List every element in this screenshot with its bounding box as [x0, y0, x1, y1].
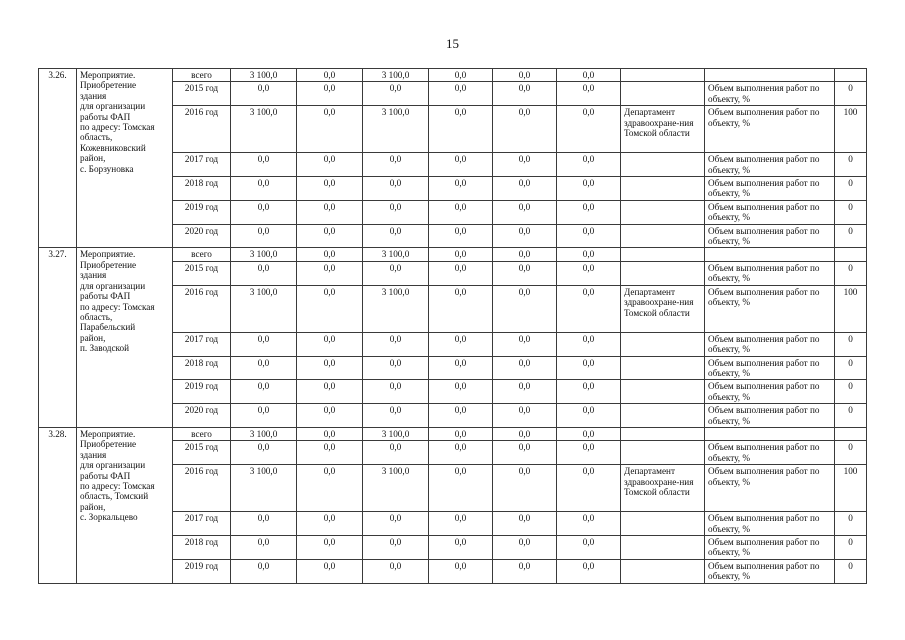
- period-cell: всего: [173, 427, 231, 440]
- amount-cell: 0,0: [429, 69, 493, 82]
- amount-cell: 0,0: [493, 248, 557, 261]
- amount-cell: 3 100,0: [363, 248, 429, 261]
- amount-cell: 0,0: [297, 224, 363, 248]
- indicator-value-cell: 0: [835, 356, 867, 380]
- amount-cell: 0,0: [297, 535, 363, 559]
- page-number: 15: [446, 36, 459, 51]
- responsible-cell: [621, 153, 705, 177]
- indicator-cell: Объем выполнения работ по объекту, %: [705, 404, 835, 428]
- item-name-line: Приобретение: [80, 439, 137, 450]
- item-name-line: область, Томский: [80, 491, 149, 502]
- amount-cell: 0,0: [231, 535, 297, 559]
- indicator-value-cell: [835, 427, 867, 440]
- amount-cell: 0,0: [557, 82, 621, 106]
- indicator-cell: Объем выполнения работ по объекту, %: [705, 332, 835, 356]
- indicator-value-cell: 100: [835, 465, 867, 512]
- amount-cell: 0,0: [363, 177, 429, 201]
- indicator-cell: Объем выполнения работ по объекту, %: [705, 512, 835, 536]
- responsible-cell: [621, 248, 705, 261]
- amount-cell: 0,0: [297, 82, 363, 106]
- indicator-value-cell: 0: [835, 441, 867, 465]
- amount-cell: 0,0: [231, 332, 297, 356]
- indicator-cell: Объем выполнения работ по объекту, %: [705, 441, 835, 465]
- amount-cell: 0,0: [493, 332, 557, 356]
- responsible-cell: [621, 69, 705, 82]
- amount-cell: 0,0: [429, 380, 493, 404]
- indicator-value-cell: 0: [835, 261, 867, 285]
- period-cell: 2015 год: [173, 441, 231, 465]
- item-number: 3.26.: [39, 69, 77, 248]
- indicator-cell: Объем выполнения работ по объекту, %: [705, 200, 835, 224]
- indicator-value-cell: 0: [835, 512, 867, 536]
- indicator-value-cell: 0: [835, 200, 867, 224]
- amount-cell: 3 100,0: [231, 465, 297, 512]
- amount-cell: 0,0: [231, 356, 297, 380]
- table-body: [39, 69, 867, 584]
- amount-cell: 0,0: [231, 441, 297, 465]
- period-cell: 2017 год: [173, 153, 231, 177]
- amount-cell: 0,0: [297, 512, 363, 536]
- indicator-value-cell: 0: [835, 224, 867, 248]
- amount-cell: 0,0: [363, 559, 429, 583]
- amount-cell: 3 100,0: [231, 285, 297, 332]
- amount-cell: 0,0: [557, 535, 621, 559]
- item-name-line: с. Борзуновка: [80, 163, 134, 174]
- amount-cell: 3 100,0: [231, 69, 297, 82]
- amount-cell: 0,0: [557, 380, 621, 404]
- indicator-cell: Объем выполнения работ по объекту, %: [705, 82, 835, 106]
- amount-cell: 0,0: [493, 224, 557, 248]
- responsible-cell: [621, 559, 705, 583]
- amount-cell: 0,0: [557, 248, 621, 261]
- amount-cell: 0,0: [429, 404, 493, 428]
- amount-cell: 0,0: [557, 200, 621, 224]
- amount-cell: 0,0: [297, 404, 363, 428]
- period-cell: 2018 год: [173, 535, 231, 559]
- amount-cell: 0,0: [363, 441, 429, 465]
- item-name-line: область,: [80, 132, 113, 143]
- amount-cell: 0,0: [429, 441, 493, 465]
- amount-cell: 0,0: [297, 332, 363, 356]
- amount-cell: 0,0: [557, 224, 621, 248]
- amount-cell: 0,0: [297, 69, 363, 82]
- amount-cell: 0,0: [493, 535, 557, 559]
- amount-cell: 0,0: [429, 106, 493, 153]
- responsible-cell: [621, 261, 705, 285]
- responsible-cell: [621, 427, 705, 440]
- indicator-cell: [705, 248, 835, 261]
- amount-cell: 0,0: [493, 153, 557, 177]
- amount-cell: 0,0: [493, 82, 557, 106]
- amount-cell: 0,0: [297, 441, 363, 465]
- amount-cell: 0,0: [231, 177, 297, 201]
- amount-cell: 0,0: [429, 559, 493, 583]
- period-cell: 2018 год: [173, 177, 231, 201]
- item-name-line: район,: [80, 153, 106, 164]
- item-name-line: по адресу: Томская: [80, 480, 155, 491]
- responsible-cell: [621, 535, 705, 559]
- responsible-cell: [621, 200, 705, 224]
- responsible-cell: Департамент здравоохране-ния Томской области: [621, 465, 705, 512]
- responsible-cell: [621, 404, 705, 428]
- indicator-cell: Объем выполнения работ по объекту, %: [705, 261, 835, 285]
- item-name-line: для организации: [80, 280, 146, 291]
- period-cell: 2016 год: [173, 285, 231, 332]
- indicator-cell: Объем выполнения работ по объекту, %: [705, 177, 835, 201]
- amount-cell: 0,0: [429, 224, 493, 248]
- amount-cell: 0,0: [363, 356, 429, 380]
- item-name-line: здания: [80, 90, 107, 101]
- item-name-line: по адресу: Томская: [80, 301, 155, 312]
- item-name-line: район,: [80, 332, 106, 343]
- item-name-line: Мероприятие.: [80, 249, 136, 260]
- amount-cell: 0,0: [493, 285, 557, 332]
- amount-cell: 0,0: [493, 200, 557, 224]
- amount-cell: 3 100,0: [363, 427, 429, 440]
- table-row: [39, 69, 867, 82]
- responsible-cell: [621, 380, 705, 404]
- indicator-cell: Объем выполнения работ по объекту, %: [705, 106, 835, 153]
- indicator-value-cell: [835, 69, 867, 82]
- amount-cell: 3 100,0: [231, 427, 297, 440]
- item-name: [77, 248, 173, 427]
- amount-cell: 0,0: [429, 200, 493, 224]
- amount-cell: 0,0: [493, 404, 557, 428]
- program-activities-table: [38, 68, 867, 584]
- amount-cell: 0,0: [429, 177, 493, 201]
- amount-cell: 0,0: [297, 427, 363, 440]
- amount-cell: 0,0: [493, 380, 557, 404]
- period-cell: 2019 год: [173, 559, 231, 583]
- item-name-line: здания: [80, 270, 107, 281]
- responsible-cell: [621, 177, 705, 201]
- amount-cell: 0,0: [493, 261, 557, 285]
- amount-cell: 0,0: [429, 261, 493, 285]
- item-name-line: для организации: [80, 460, 146, 471]
- period-cell: 2017 год: [173, 512, 231, 536]
- responsible-cell: [621, 332, 705, 356]
- indicator-value-cell: 0: [835, 380, 867, 404]
- amount-cell: 0,0: [231, 153, 297, 177]
- amount-cell: 0,0: [557, 512, 621, 536]
- indicator-value-cell: 100: [835, 106, 867, 153]
- item-name-line: работы ФАП: [80, 291, 131, 302]
- responsible-cell: Департамент здравоохране-ния Томской области: [621, 106, 705, 153]
- item-name-line: Парабельский: [80, 322, 136, 333]
- amount-cell: 0,0: [429, 153, 493, 177]
- amount-cell: 0,0: [557, 427, 621, 440]
- amount-cell: 3 100,0: [231, 106, 297, 153]
- amount-cell: 3 100,0: [363, 285, 429, 332]
- period-cell: 2016 год: [173, 106, 231, 153]
- period-cell: 2020 год: [173, 404, 231, 428]
- item-number: 3.27.: [39, 248, 77, 427]
- amount-cell: 0,0: [231, 512, 297, 536]
- amount-cell: 0,0: [297, 380, 363, 404]
- responsible-cell: Департамент здравоохране-ния Томской области: [621, 285, 705, 332]
- responsible-cell: [621, 356, 705, 380]
- amount-cell: 0,0: [363, 332, 429, 356]
- indicator-value-cell: 0: [835, 332, 867, 356]
- indicator-value-cell: 0: [835, 153, 867, 177]
- amount-cell: 0,0: [231, 261, 297, 285]
- amount-cell: 0,0: [429, 465, 493, 512]
- amount-cell: 0,0: [493, 441, 557, 465]
- responsible-cell: [621, 512, 705, 536]
- item-name-line: для организации: [80, 101, 146, 112]
- amount-cell: 0,0: [363, 261, 429, 285]
- indicator-cell: [705, 69, 835, 82]
- amount-cell: 0,0: [297, 177, 363, 201]
- indicator-value-cell: 100: [835, 285, 867, 332]
- indicator-cell: Объем выполнения работ по объекту, %: [705, 153, 835, 177]
- amount-cell: 0,0: [557, 465, 621, 512]
- item-name-line: здания: [80, 449, 107, 460]
- amount-cell: 0,0: [297, 261, 363, 285]
- item-name-line: район,: [80, 501, 106, 512]
- amount-cell: 0,0: [429, 427, 493, 440]
- item-name-line: с. Зоркальцево: [80, 512, 138, 523]
- amount-cell: 0,0: [493, 356, 557, 380]
- amount-cell: 0,0: [363, 82, 429, 106]
- period-cell: 2015 год: [173, 261, 231, 285]
- amount-cell: 0,0: [557, 332, 621, 356]
- indicator-value-cell: 0: [835, 559, 867, 583]
- indicator-value-cell: 0: [835, 82, 867, 106]
- amount-cell: 0,0: [557, 69, 621, 82]
- responsible-cell: [621, 224, 705, 248]
- amount-cell: 0,0: [297, 106, 363, 153]
- item-name-line: Приобретение: [80, 259, 137, 270]
- amount-cell: 0,0: [297, 200, 363, 224]
- amount-cell: 0,0: [363, 404, 429, 428]
- amount-cell: 0,0: [363, 512, 429, 536]
- period-cell: 2018 год: [173, 356, 231, 380]
- item-name-line: область,: [80, 311, 113, 322]
- amount-cell: 0,0: [297, 559, 363, 583]
- amount-cell: 0,0: [493, 69, 557, 82]
- period-cell: 2020 год: [173, 224, 231, 248]
- amount-cell: 0,0: [363, 535, 429, 559]
- indicator-value-cell: 0: [835, 177, 867, 201]
- item-name-line: Мероприятие.: [80, 428, 136, 439]
- amount-cell: 0,0: [363, 200, 429, 224]
- indicator-cell: Объем выполнения работ по объекту, %: [705, 559, 835, 583]
- amount-cell: 3 100,0: [363, 106, 429, 153]
- amount-cell: 0,0: [363, 153, 429, 177]
- period-cell: 2019 год: [173, 200, 231, 224]
- amount-cell: 3 100,0: [363, 465, 429, 512]
- amount-cell: 0,0: [557, 177, 621, 201]
- indicator-cell: Объем выполнения работ по объекту, %: [705, 285, 835, 332]
- amount-cell: 0,0: [429, 82, 493, 106]
- amount-cell: 0,0: [429, 356, 493, 380]
- amount-cell: 0,0: [429, 535, 493, 559]
- amount-cell: 0,0: [297, 356, 363, 380]
- indicator-cell: Объем выполнения работ по объекту, %: [705, 535, 835, 559]
- period-cell: 2017 год: [173, 332, 231, 356]
- amount-cell: 0,0: [557, 356, 621, 380]
- amount-cell: 0,0: [429, 512, 493, 536]
- amount-cell: 0,0: [493, 512, 557, 536]
- period-cell: 2019 год: [173, 380, 231, 404]
- indicator-cell: Объем выполнения работ по объекту, %: [705, 356, 835, 380]
- item-name-line: Мероприятие.: [80, 70, 136, 80]
- item-name-line: по адресу: Томская: [80, 122, 155, 133]
- indicator-cell: Объем выполнения работ по объекту, %: [705, 465, 835, 512]
- indicator-value-cell: 0: [835, 404, 867, 428]
- amount-cell: 0,0: [493, 106, 557, 153]
- indicator-cell: [705, 427, 835, 440]
- item-name-line: работы ФАП: [80, 470, 131, 481]
- responsible-cell: [621, 441, 705, 465]
- amount-cell: 0,0: [557, 559, 621, 583]
- item-number: 3.28.: [39, 427, 77, 583]
- amount-cell: 0,0: [557, 261, 621, 285]
- table-row: [39, 248, 867, 261]
- amount-cell: 0,0: [231, 404, 297, 428]
- amount-cell: 0,0: [297, 285, 363, 332]
- amount-cell: 0,0: [557, 441, 621, 465]
- amount-cell: 0,0: [297, 465, 363, 512]
- indicator-cell: Объем выполнения работ по объекту, %: [705, 380, 835, 404]
- amount-cell: 0,0: [297, 153, 363, 177]
- amount-cell: 0,0: [231, 82, 297, 106]
- amount-cell: 0,0: [493, 559, 557, 583]
- period-cell: всего: [173, 69, 231, 82]
- amount-cell: 0,0: [493, 427, 557, 440]
- indicator-cell: Объем выполнения работ по объекту, %: [705, 224, 835, 248]
- amount-cell: 0,0: [557, 153, 621, 177]
- item-name-line: Кожевниковский: [80, 142, 146, 153]
- amount-cell: 0,0: [557, 285, 621, 332]
- item-name-line: п. Заводской: [80, 343, 130, 354]
- item-name: [77, 427, 173, 583]
- indicator-value-cell: 0: [835, 535, 867, 559]
- amount-cell: 0,0: [557, 404, 621, 428]
- item-name: [77, 69, 173, 248]
- table-row: [39, 427, 867, 440]
- period-cell: всего: [173, 248, 231, 261]
- amount-cell: 0,0: [231, 224, 297, 248]
- period-cell: 2015 год: [173, 82, 231, 106]
- period-cell: 2016 год: [173, 465, 231, 512]
- amount-cell: 0,0: [429, 332, 493, 356]
- amount-cell: 0,0: [231, 559, 297, 583]
- amount-cell: 0,0: [231, 200, 297, 224]
- amount-cell: 0,0: [297, 248, 363, 261]
- amount-cell: 0,0: [363, 380, 429, 404]
- amount-cell: 0,0: [231, 380, 297, 404]
- responsible-cell: [621, 82, 705, 106]
- amount-cell: 0,0: [429, 285, 493, 332]
- amount-cell: 0,0: [493, 465, 557, 512]
- amount-cell: 0,0: [493, 177, 557, 201]
- item-name-line: работы ФАП: [80, 111, 131, 122]
- amount-cell: 3 100,0: [231, 248, 297, 261]
- amount-cell: 3 100,0: [363, 69, 429, 82]
- amount-cell: 0,0: [429, 248, 493, 261]
- amount-cell: 0,0: [557, 106, 621, 153]
- indicator-value-cell: [835, 248, 867, 261]
- item-name-line: Приобретение: [80, 80, 137, 91]
- amount-cell: 0,0: [363, 224, 429, 248]
